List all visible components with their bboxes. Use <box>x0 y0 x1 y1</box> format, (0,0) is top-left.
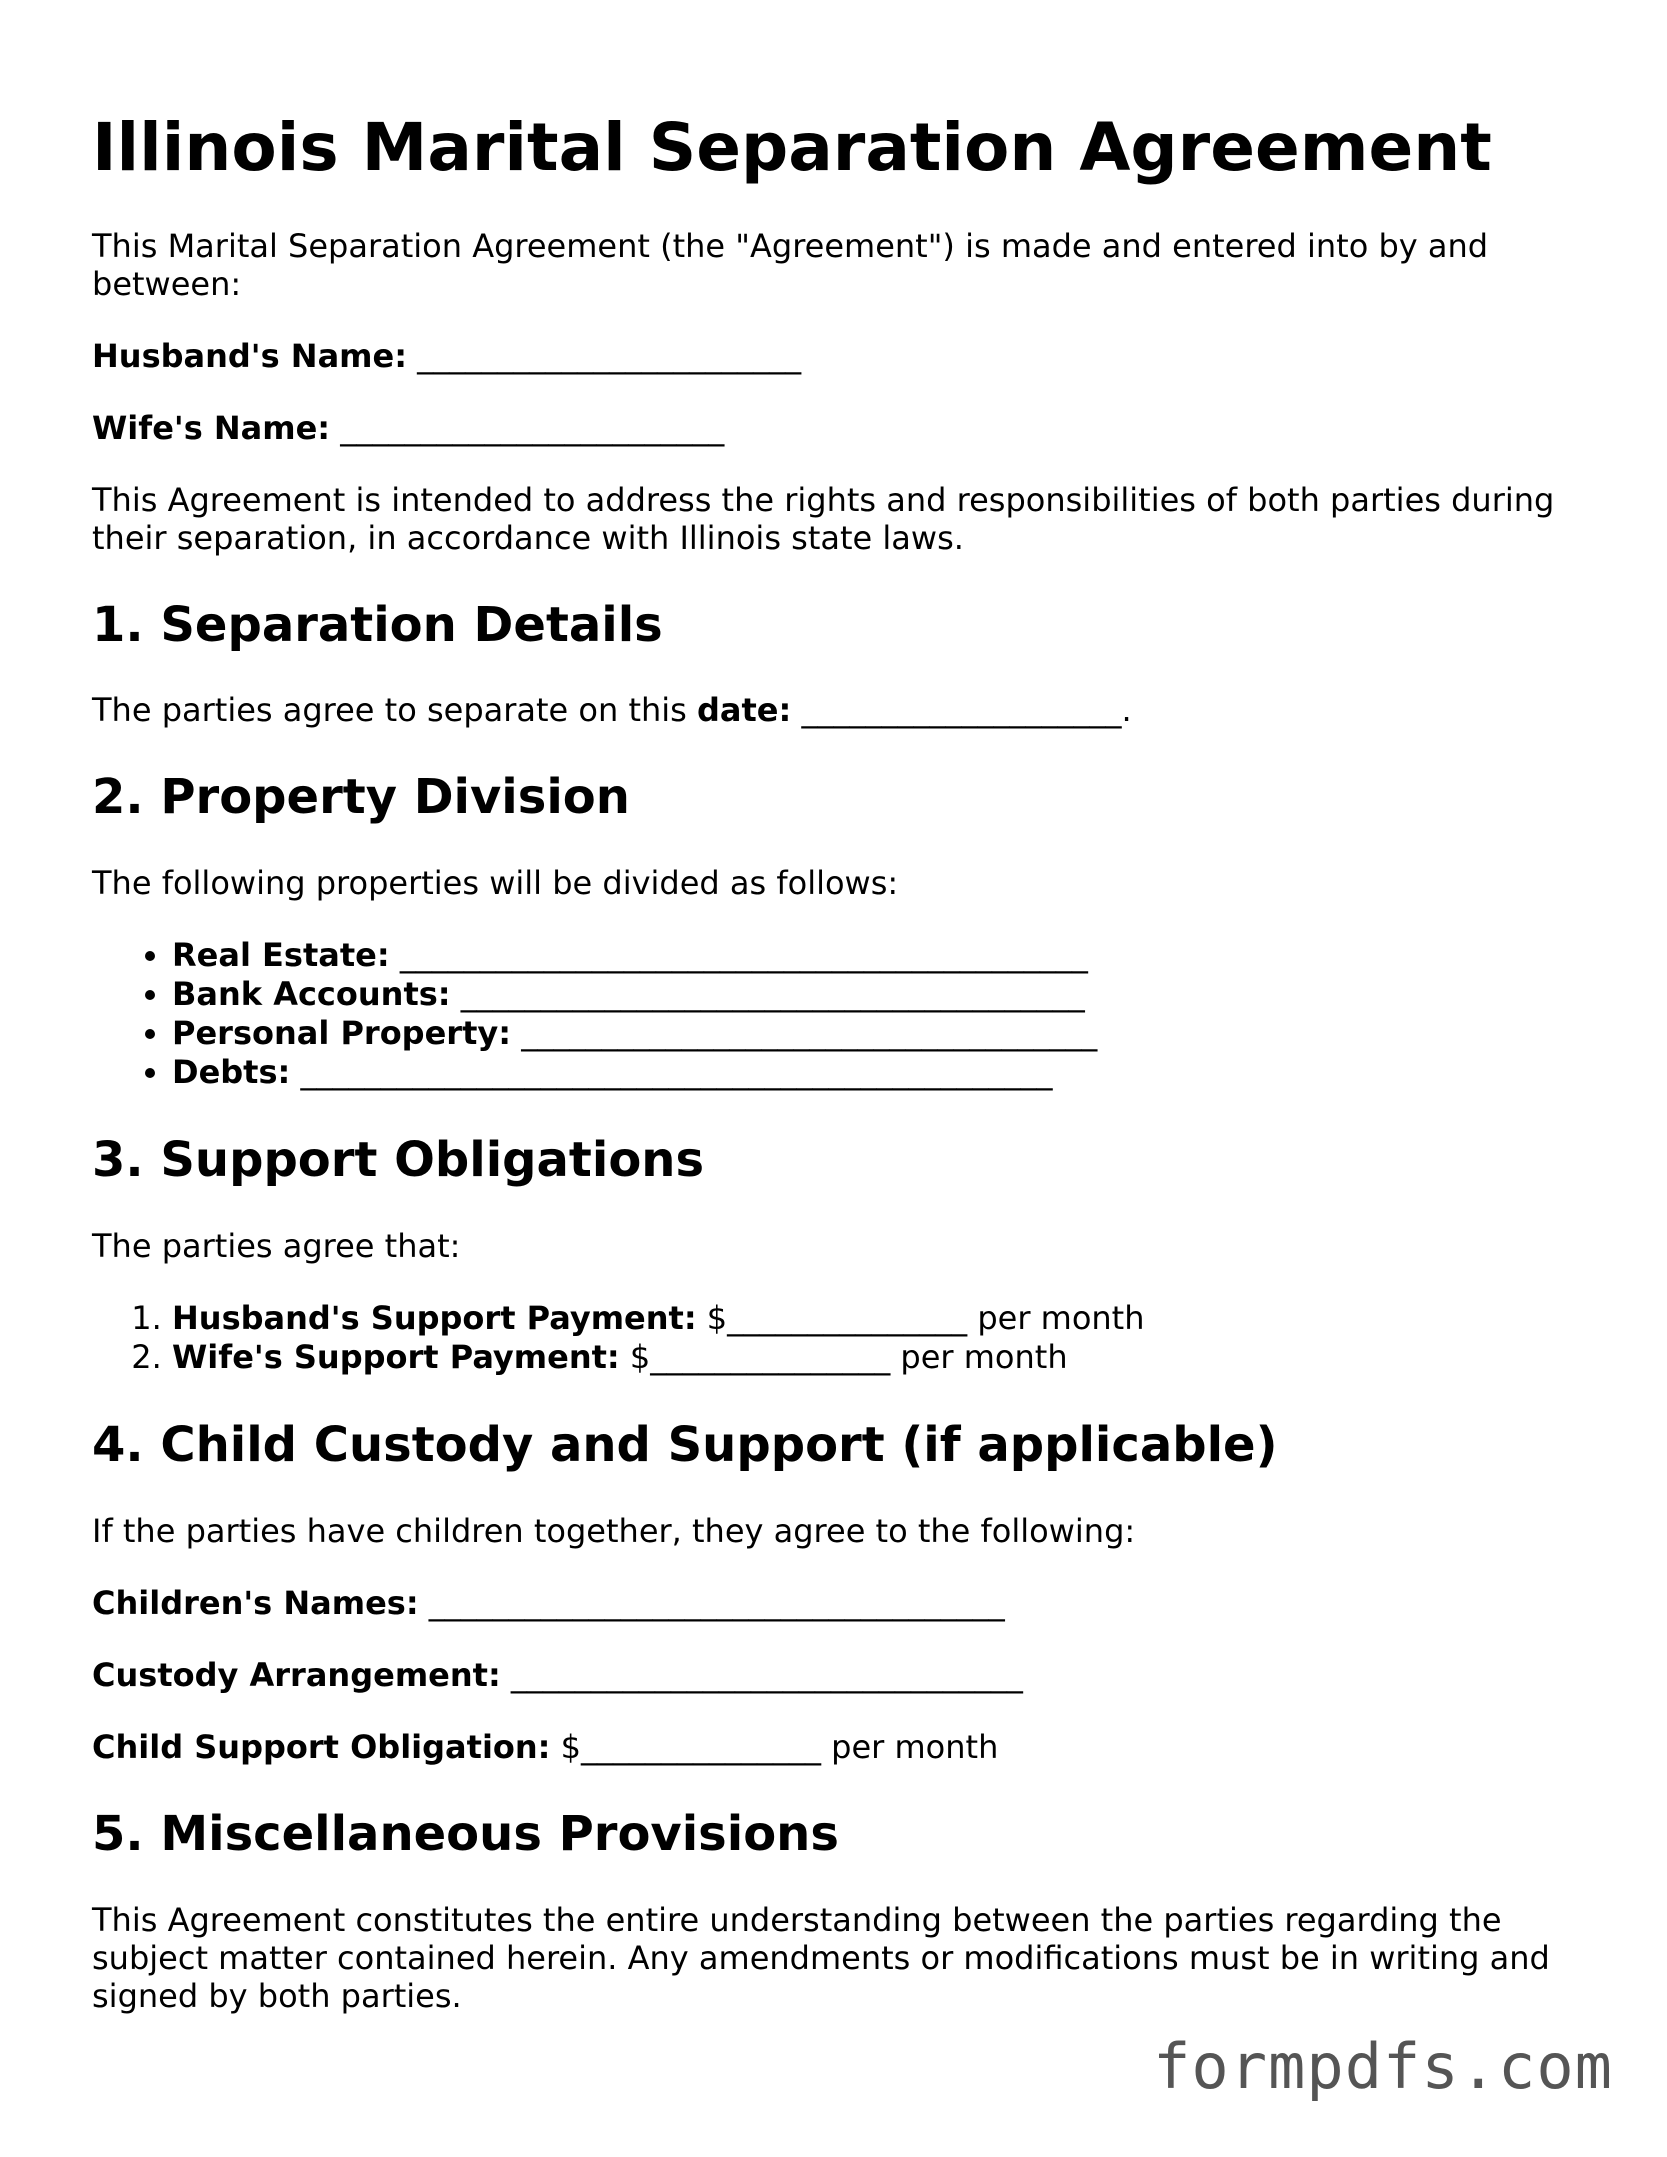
section-2-heading: 2. Property Division <box>92 769 630 826</box>
wife-name-blank: ________________________ <box>340 408 725 447</box>
child-support-value: $_______________ per month <box>550 1727 999 1766</box>
property-item-label: Bank Accounts: <box>172 975 451 1014</box>
child-support-field <box>92 1728 1592 1766</box>
support-item-value: $_______________ per month <box>619 1337 1068 1376</box>
property-item-blank: _______________________________________________ <box>290 1053 1053 1092</box>
support-intro: The parties agree that: <box>92 1226 461 1265</box>
intro-paragraph: This Marital Separation Agreement (the "Agreement") is made and entered into by and between: <box>92 226 1489 303</box>
child-support-label: Child Support Obligation: <box>92 1727 551 1766</box>
custody-arrangement-label: Custody Arrangement: <box>92 1655 501 1694</box>
section-5-heading: 5. Miscellaneous Provisions <box>92 1805 839 1862</box>
separation-date-label: date: <box>697 691 792 730</box>
section-4-heading: 4. Child Custody and Support (if applicable) <box>92 1416 1278 1473</box>
separation-date-text: The parties agree to separate on this <box>92 691 697 730</box>
property-item-blank: ___________________________________________ <box>389 936 1088 975</box>
support-item-value: $_______________ per month <box>696 1298 1145 1337</box>
property-item-label: Real Estate: <box>172 936 390 975</box>
separation-date-line <box>92 691 1592 729</box>
wife-name-label: Wife's Name: <box>92 408 331 447</box>
property-item-label: Debts: <box>172 1053 291 1092</box>
separation-date-blank: ____________________. <box>791 691 1132 730</box>
document-title: Illinois Marital Separation Agreement <box>92 109 1492 186</box>
property-item-personal-property <box>172 1014 1592 1053</box>
property-item-blank: _______________________________________ <box>450 975 1085 1014</box>
property-list <box>92 936 1592 1092</box>
property-item-label: Personal Property: <box>172 1014 512 1053</box>
section-1-heading: 1. Separation Details <box>92 596 663 653</box>
husband-name-field <box>92 337 1592 375</box>
children-names-field <box>92 1584 1592 1622</box>
husband-name-blank: ________________________ <box>417 336 802 375</box>
support-item-wife <box>172 1338 1592 1377</box>
property-item-blank: ____________________________________ <box>511 1014 1098 1053</box>
husband-name-label: Husband's Name: <box>92 336 407 375</box>
property-item-real-estate <box>172 936 1592 975</box>
children-names-blank: ____________________________________ <box>418 1583 1005 1622</box>
support-list <box>92 1299 1592 1377</box>
purpose-paragraph: This Agreement is intended to address the rights and responsibilities of both parties during their separation, in accordance with Illinois state laws. <box>92 480 1555 557</box>
custody-arrangement-field <box>92 1656 1592 1694</box>
support-item-husband <box>172 1299 1592 1338</box>
document-page <box>92 109 1592 2049</box>
watermark-logo: formpdfs.com <box>1153 2030 1613 2103</box>
support-item-label: Wife's Support Payment: <box>172 1337 620 1376</box>
custody-intro: If the parties have children together, they agree to the following: <box>92 1511 1136 1550</box>
wife-name-field <box>92 409 1592 447</box>
property-item-bank-accounts <box>172 975 1592 1014</box>
property-item-debts <box>172 1053 1592 1092</box>
custody-arrangement-blank: ________________________________ <box>500 1655 1023 1694</box>
property-intro: The following properties will be divided as follows: <box>92 864 899 903</box>
children-names-label: Children's Names: <box>92 1583 419 1622</box>
support-item-label: Husband's Support Payment: <box>172 1298 697 1337</box>
misc-paragraph: This Agreement constitutes the entire understanding between the parties regarding the subject matter contained herein. Any amendments or modifications must be in writing and signed by both parties. <box>92 1900 1550 2015</box>
section-3-heading: 3. Support Obligations <box>92 1132 705 1189</box>
